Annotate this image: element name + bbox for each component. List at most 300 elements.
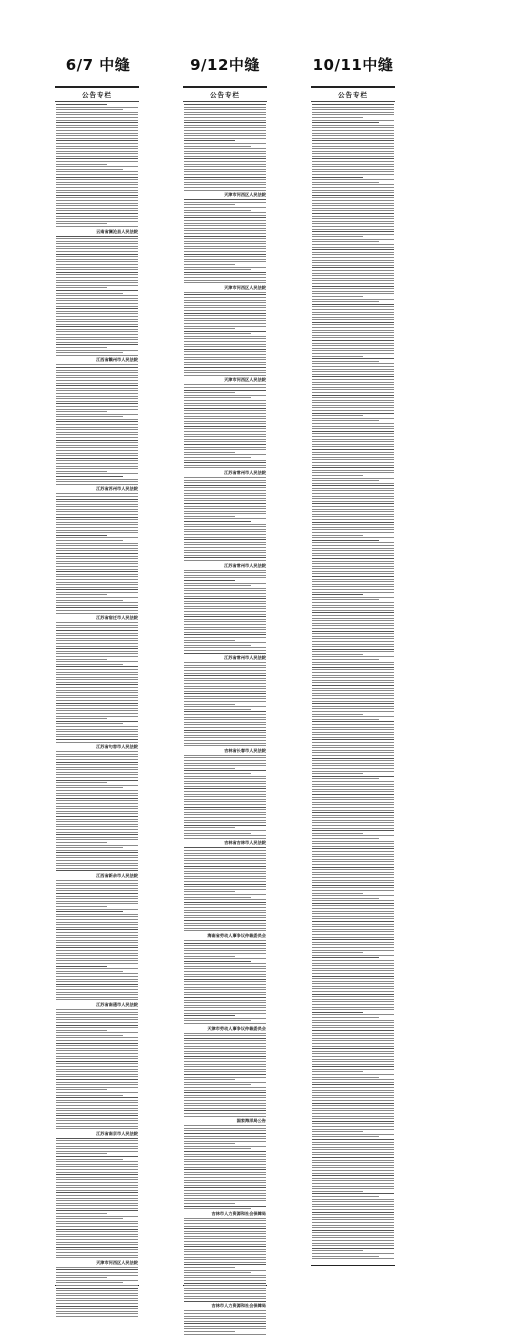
text-line <box>312 973 394 974</box>
text-line <box>184 357 266 358</box>
text-line <box>312 545 394 546</box>
text-line <box>56 896 138 897</box>
text-line <box>56 347 107 348</box>
text-line <box>312 1084 394 1085</box>
text-line <box>312 309 394 310</box>
text-line <box>56 1174 138 1175</box>
text-line <box>184 619 266 620</box>
text-line <box>56 130 138 131</box>
text-line <box>312 1152 394 1153</box>
text-line <box>312 659 379 660</box>
text-line <box>184 948 266 949</box>
text-line <box>56 184 138 185</box>
text-line <box>56 1293 138 1294</box>
text-line <box>312 413 394 414</box>
text-line <box>312 117 363 118</box>
text-line <box>184 945 266 946</box>
text-line <box>56 370 138 371</box>
text-line <box>312 620 394 621</box>
text-line <box>56 445 138 446</box>
text-line <box>312 363 394 364</box>
text-line <box>184 223 266 224</box>
text-line <box>56 589 138 590</box>
text-line <box>56 855 138 856</box>
text-line <box>184 653 266 654</box>
text-line <box>56 780 138 781</box>
text-line <box>184 346 266 347</box>
text-line <box>312 203 394 204</box>
text-line <box>56 1120 138 1121</box>
text-line <box>184 961 251 962</box>
text-line <box>312 324 394 325</box>
text-line <box>184 799 266 800</box>
text-line <box>312 1193 394 1194</box>
text-line <box>56 364 138 365</box>
text-line <box>56 821 138 822</box>
text-line <box>312 867 394 868</box>
text-line <box>312 140 394 141</box>
text-line <box>312 859 394 860</box>
text-line <box>56 1074 138 1075</box>
text-line <box>184 537 266 538</box>
text-line <box>184 1020 251 1021</box>
text-line <box>184 292 266 293</box>
text-line <box>56 1066 138 1067</box>
text-line <box>184 760 266 761</box>
text-line <box>312 376 394 377</box>
text-line <box>56 151 138 152</box>
text-line <box>56 213 138 214</box>
text-line <box>312 680 394 681</box>
text-line <box>184 228 266 229</box>
text-line <box>312 994 394 995</box>
text-line <box>56 1063 138 1064</box>
text-line <box>56 277 138 278</box>
text-line <box>312 734 394 735</box>
text-line <box>56 992 138 993</box>
text-line <box>312 138 394 139</box>
text-line <box>56 385 138 386</box>
text-line <box>184 1010 266 1011</box>
text-line <box>56 803 138 804</box>
text-line <box>56 1234 138 1235</box>
text-line <box>312 1139 394 1140</box>
text-line <box>312 379 394 380</box>
text-line <box>184 711 266 712</box>
text-line <box>184 1164 266 1165</box>
text-line <box>56 403 138 404</box>
text-line <box>56 514 138 515</box>
text-line <box>312 532 394 533</box>
text-line <box>184 542 266 543</box>
text-line <box>56 911 123 912</box>
text-line <box>56 218 138 219</box>
text-line <box>312 737 394 738</box>
text-line <box>56 1316 138 1317</box>
text-line <box>56 839 138 840</box>
text-line <box>184 447 266 448</box>
text-line <box>56 579 138 580</box>
text-line <box>184 1103 266 1104</box>
text-line <box>184 1310 266 1311</box>
text-line <box>312 1103 394 1104</box>
text-line <box>56 888 138 889</box>
text-line <box>312 991 394 992</box>
text-line <box>184 804 266 805</box>
text-line <box>56 901 138 902</box>
text-line <box>312 584 394 585</box>
text-line <box>312 716 394 717</box>
text-line <box>184 392 235 393</box>
text-line <box>56 885 138 886</box>
text-line <box>184 727 266 728</box>
text-line <box>312 516 394 517</box>
text-line <box>56 1043 138 1044</box>
text-line <box>184 344 266 345</box>
text-line <box>56 133 138 134</box>
text-line <box>56 473 138 474</box>
text-line <box>312 182 379 183</box>
text-line <box>184 1156 266 1157</box>
text-line <box>184 212 266 213</box>
text-line <box>312 514 394 515</box>
text-line <box>184 1092 266 1093</box>
text-line <box>56 1177 138 1178</box>
text-line <box>56 625 138 626</box>
text-line <box>56 463 138 464</box>
text-line <box>312 483 394 484</box>
text-line <box>56 401 138 402</box>
text-line <box>312 893 363 894</box>
text-line <box>56 158 138 159</box>
text-line <box>312 721 394 722</box>
text-line <box>312 1173 394 1174</box>
text-line <box>312 223 394 224</box>
text-line <box>56 1166 138 1167</box>
text-line <box>312 122 379 123</box>
text-line <box>184 1154 266 1155</box>
text-line <box>56 406 138 407</box>
text-line <box>312 727 394 728</box>
text-line <box>312 1004 394 1005</box>
text-line <box>312 926 394 927</box>
text-line <box>184 1066 266 1067</box>
text-line <box>56 1025 138 1026</box>
text-line <box>56 945 138 946</box>
text-line <box>312 763 394 764</box>
text-line <box>312 480 379 481</box>
text-line <box>312 400 394 401</box>
text-line <box>312 221 394 222</box>
text-line <box>184 1298 266 1299</box>
text-line <box>56 285 138 286</box>
text-line <box>184 465 266 466</box>
text-line <box>184 1323 266 1324</box>
text-line <box>56 251 138 252</box>
text-line <box>312 784 394 785</box>
text-line <box>312 322 394 323</box>
heading-col-1: 6/7 中缝 <box>65 56 131 74</box>
text-line <box>312 1108 394 1109</box>
text-line <box>56 1105 138 1106</box>
column-body <box>311 102 395 1259</box>
text-line <box>56 553 138 554</box>
text-line <box>312 789 394 790</box>
text-line <box>56 545 138 546</box>
text-line <box>312 900 394 901</box>
text-line <box>56 700 138 701</box>
text-line <box>184 1074 266 1075</box>
text-line <box>184 1148 251 1149</box>
text-line <box>184 1218 266 1219</box>
text-line <box>184 1125 266 1126</box>
text-line <box>184 1141 266 1142</box>
text-line <box>184 1190 266 1191</box>
text-line <box>56 1082 138 1083</box>
text-line <box>312 1180 394 1181</box>
text-line <box>184 158 266 159</box>
text-line <box>56 1140 138 1141</box>
text-line <box>312 773 363 774</box>
text-line <box>184 812 266 813</box>
text-line <box>56 638 138 639</box>
text-line <box>184 341 266 342</box>
text-line <box>184 1000 266 1001</box>
text-line <box>184 1082 266 1083</box>
text-line <box>184 444 266 445</box>
text-line <box>312 439 394 440</box>
text-line <box>56 1058 138 1059</box>
text-line <box>312 631 394 632</box>
text-line <box>184 274 266 275</box>
text-line <box>312 1237 394 1238</box>
text-line <box>56 798 138 799</box>
text-line <box>184 207 266 208</box>
text-line <box>184 1288 266 1289</box>
text-line <box>56 125 138 126</box>
text-line <box>312 449 394 450</box>
text-line <box>56 756 138 757</box>
text-line <box>184 881 266 882</box>
text-line <box>56 868 138 869</box>
text-line <box>56 509 138 510</box>
text-line <box>312 192 394 193</box>
text-line <box>56 721 138 722</box>
text-line <box>184 156 266 157</box>
text-line <box>56 703 138 704</box>
text-line <box>312 843 394 844</box>
text-line <box>56 829 138 830</box>
text-line <box>184 171 266 172</box>
text-line <box>184 665 266 666</box>
text-line <box>184 135 266 136</box>
text-line <box>312 563 394 564</box>
text-line <box>56 1303 138 1304</box>
text-line <box>312 470 394 471</box>
text-line <box>184 179 266 180</box>
text-line <box>56 367 138 368</box>
text-line <box>56 1159 123 1160</box>
text-line <box>56 1290 138 1291</box>
text-line <box>56 1213 107 1214</box>
text-line <box>184 1180 266 1181</box>
text-line <box>312 825 394 826</box>
text-line <box>312 579 394 580</box>
text-line <box>184 323 266 324</box>
text-line <box>56 434 138 435</box>
text-line <box>312 612 394 613</box>
text-line <box>312 472 394 473</box>
text-line <box>184 616 266 617</box>
text-line <box>184 1138 266 1139</box>
text-line <box>312 1230 394 1231</box>
text-line <box>312 509 394 510</box>
text-line <box>184 943 266 944</box>
text-line <box>56 390 138 391</box>
text-line <box>56 383 138 384</box>
text-line <box>312 548 394 549</box>
text-line <box>184 428 266 429</box>
text-line <box>56 1172 138 1173</box>
text-line <box>184 477 266 478</box>
text-line <box>56 950 138 951</box>
text-line <box>312 649 394 650</box>
text-line <box>184 1267 235 1268</box>
text-line <box>312 778 379 779</box>
text-line <box>56 269 138 270</box>
text-line <box>56 1100 138 1101</box>
text-line <box>312 880 394 881</box>
text-line <box>184 333 251 334</box>
text-line <box>312 672 394 673</box>
text-line <box>184 1238 266 1239</box>
text-line <box>184 1018 266 1019</box>
text-line <box>312 625 394 626</box>
text-line <box>56 171 138 172</box>
text-line <box>184 627 266 628</box>
text-line <box>312 537 394 538</box>
text-line <box>56 942 138 943</box>
text-line <box>184 403 266 404</box>
text-line <box>56 914 138 915</box>
text-line <box>56 1169 138 1170</box>
text-line <box>56 496 138 497</box>
text-line <box>56 1040 138 1041</box>
text-line <box>312 1059 394 1060</box>
text-line <box>56 1267 138 1268</box>
text-line <box>184 776 266 777</box>
text-line <box>312 641 394 642</box>
text-line <box>184 976 266 977</box>
text-line <box>312 1100 394 1101</box>
text-line <box>56 468 138 469</box>
text-line <box>312 252 394 253</box>
text-line <box>56 442 138 443</box>
text-line <box>312 1035 394 1036</box>
text-line <box>56 261 138 262</box>
text-line <box>56 104 107 105</box>
text-line <box>312 465 394 466</box>
text-line <box>56 135 138 136</box>
text-line <box>312 1043 394 1044</box>
text-line <box>312 125 394 126</box>
text-line <box>184 667 266 668</box>
text-line <box>56 447 138 448</box>
text-line <box>56 274 138 275</box>
text-line <box>312 361 379 362</box>
text-line <box>184 1285 266 1286</box>
text-line <box>184 1061 266 1062</box>
text-line <box>184 550 266 551</box>
text-line <box>312 812 394 813</box>
text-line <box>312 1204 394 1205</box>
text-line <box>312 389 394 390</box>
text-line <box>312 929 394 930</box>
text-line <box>56 179 138 180</box>
text-line <box>56 293 123 294</box>
text-line <box>56 597 138 598</box>
notice-signature: 江西省赣州市人民法院 <box>96 357 138 363</box>
text-line <box>312 1090 394 1091</box>
text-line <box>184 637 266 638</box>
text-line <box>312 459 394 460</box>
text-line <box>312 885 394 886</box>
text-line <box>312 418 394 419</box>
text-line <box>56 1221 138 1222</box>
text-line <box>312 146 394 147</box>
text-line <box>56 842 107 843</box>
text-line <box>56 690 138 691</box>
text-line <box>184 714 266 715</box>
text-line <box>184 583 266 584</box>
text-line <box>56 197 138 198</box>
text-line <box>312 636 394 637</box>
text-line <box>312 358 394 359</box>
text-line <box>56 1277 107 1278</box>
text-line <box>184 217 266 218</box>
text-line <box>184 1283 266 1284</box>
text-line <box>312 187 394 188</box>
text-line <box>312 1123 394 1124</box>
text-line <box>184 254 266 255</box>
text-line <box>184 614 266 615</box>
text-line <box>56 241 138 242</box>
text-line <box>56 1156 138 1157</box>
text-line <box>56 238 138 239</box>
text-line <box>56 1056 138 1057</box>
text-line <box>312 755 394 756</box>
notice-signature: 国家海洋局公告 <box>236 1118 266 1124</box>
text-line <box>56 1192 138 1193</box>
text-line <box>312 747 394 748</box>
text-line <box>312 1147 394 1148</box>
text-line <box>56 1311 138 1312</box>
text-line <box>184 133 266 134</box>
text-line <box>312 618 394 619</box>
text-line <box>312 797 394 798</box>
text-line <box>184 645 251 646</box>
text-line <box>184 338 266 339</box>
text-line <box>56 476 123 477</box>
text-line <box>312 1079 394 1080</box>
text-line <box>184 735 266 736</box>
text-line <box>56 782 107 783</box>
text-line <box>56 355 138 356</box>
text-line <box>184 830 266 831</box>
text-line <box>312 299 394 300</box>
text-line <box>184 1069 266 1070</box>
text-line <box>312 1243 394 1244</box>
